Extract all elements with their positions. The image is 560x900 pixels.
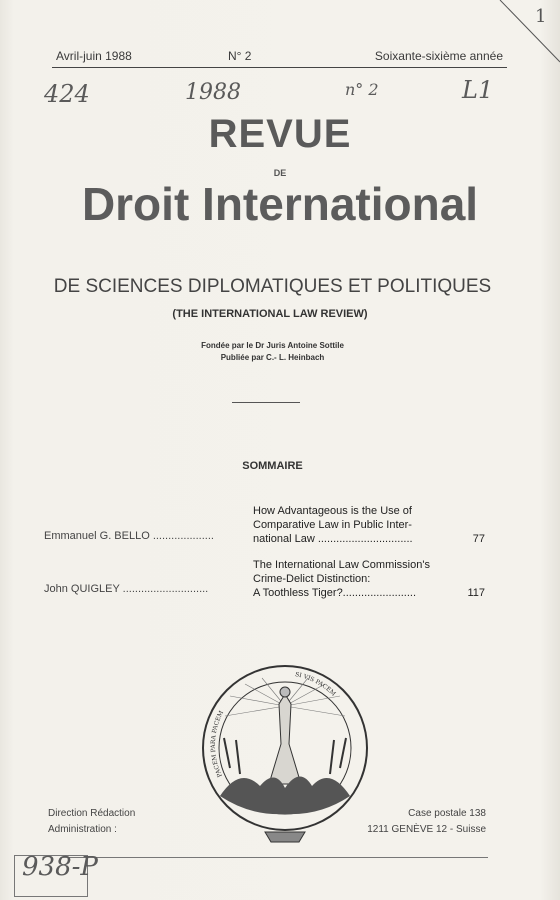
toc-article-last-line (253, 586, 485, 600)
header-rule (52, 67, 507, 68)
issue-number: N° 2 (228, 49, 252, 63)
toc-author: John QUIGLEY ............................ (44, 583, 209, 595)
seal-right-text: SI VIS PACEM (294, 671, 337, 698)
toc-article-title-line: The International Law Commission's (253, 559, 430, 571)
footer-po-box: Case postale 138 (408, 808, 486, 819)
footer-direction (48, 806, 135, 838)
toc-article-title-line: A Toothless Tiger?........................ (253, 587, 417, 599)
issue-year: Soixante-sixième année (374, 49, 503, 63)
toc-article (253, 558, 485, 600)
sommaire-heading: SOMMAIRE (242, 460, 303, 472)
footer-address (367, 806, 486, 838)
handwritten-mark: L1 (462, 76, 494, 104)
seal-left-text: PACEM PARA PACEM (209, 709, 226, 779)
handwritten-shelf-mark: 938-P (22, 852, 98, 882)
issue-date: Avril-juin 1988 (56, 49, 132, 63)
title-revue: REVUE (208, 112, 352, 156)
toc-article-title-line: national Law ............................... (253, 533, 413, 545)
title-droit-international: Droit International (81, 178, 479, 230)
toc-article-last-line (253, 532, 485, 546)
footer-administration-line: Administration : (48, 824, 117, 835)
footer-city: 1211 GENÈVE 12 - Suisse (367, 824, 486, 835)
footer-rule (62, 857, 488, 858)
subtitle-english: (THE INTERNATIONAL LAW REVIEW) (172, 308, 368, 320)
toc-article-title-line: Crime-Delict Distinction: (253, 573, 371, 585)
svg-text:PACEM PARA PACEM (210, 710, 225, 778)
toc-page-number: 117 (467, 587, 485, 599)
handwritten-year: 1988 (185, 80, 241, 105)
toc-page-number: 77 (472, 533, 485, 545)
subtitle-sciences: DE SCIENCES DIPLOMATIQUES ET POLITIQUES (53, 276, 492, 297)
section-divider (232, 402, 300, 403)
handwritten-number: 424 (44, 80, 90, 108)
toc-article-title-line: Comparative Law in Public Inter- (253, 519, 412, 531)
handwritten-issue-note: n° 2 (345, 80, 379, 99)
founded-by: Fondée par le Dr Juris Antoine Sottile (201, 341, 344, 350)
footer-direction-line: Direction Rédaction (48, 808, 136, 819)
published-by: Publiée par C.- L. Heinbach (220, 353, 325, 362)
toc-author: Emmanuel G. BELLO .................... (44, 530, 214, 542)
toc-article (253, 504, 485, 546)
toc-article-title-line: How Advantageous is the Use of (253, 505, 412, 517)
title-de: DE (273, 168, 287, 178)
corner-number: 1 (535, 6, 547, 27)
founder-block (0, 340, 545, 364)
seal-emblem-icon (200, 656, 370, 852)
